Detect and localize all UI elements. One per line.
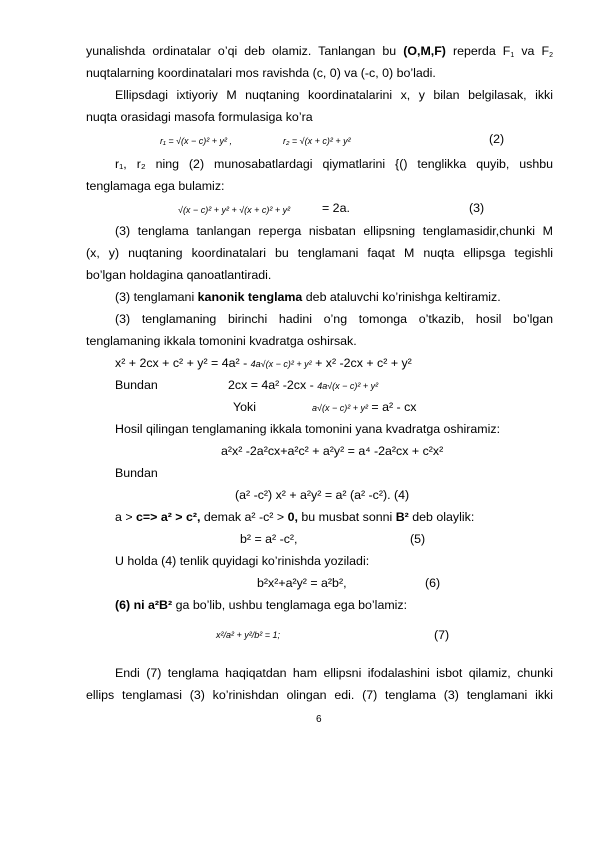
text-line-12	[115, 290, 501, 305]
line22-b: c=> a² > c²,	[136, 510, 201, 524]
equation-6: b²x²+a²y² = a²b²,	[257, 576, 347, 590]
text-line-yoki: Yoki	[233, 400, 256, 414]
equation-2-right: r₂ = √(x + c)² + y²	[283, 136, 351, 146]
line22-f: B²	[395, 510, 409, 524]
text-line-bundan-2: Bundan	[115, 466, 158, 480]
line15-b: + x² -2cx + c² + y²	[315, 356, 412, 370]
line1-sub1: 1	[510, 52, 515, 59]
text-line-18: Hosil qilingan tenglamaning ikkala tomonini yana kvadratga oshiramiz:	[115, 422, 501, 436]
line1-text: yunalishda ordinatalar o’qi deb olamiz. Tanlangan bu	[86, 44, 397, 58]
text-line-3: Ellipsdagi ixtiyoriy M nuqtaning koordinatalarini x, y bilan belgilasak, ikki	[115, 88, 553, 102]
line22-d: 0,	[287, 510, 298, 524]
text-line-11: bo’lgan holdagina qanoatlantiradi.	[86, 268, 272, 282]
equation-3-rhs: = 2a.	[322, 201, 350, 215]
equation-line-17	[312, 400, 417, 416]
line15-a: x² + 2cx + c² + y² = 4a² -	[115, 356, 248, 370]
text-line-26	[115, 598, 407, 613]
line17-radical: a√(x − c)² + y²	[312, 403, 368, 413]
text-line-29: ellips tenglamasi (3) ko’rinishdan olingan edi. (7) tenglama (3) tenglamani ikki	[86, 688, 553, 702]
equation-line-15	[115, 356, 412, 372]
text-line-6: r₁, r₂ ning (2) munosabatlardagi qiymatlarini {() tenglikka quyib, ushbu	[115, 157, 553, 171]
line17-b: = a² - cx	[371, 400, 417, 414]
text-line-22	[115, 510, 474, 525]
line15-radical: 4a√(x − c)² + y²	[250, 359, 312, 369]
text-line-14: tenglamaning ikkala tomonini kvadratga oshirsak.	[86, 334, 357, 348]
equation-line-19: a²x² -2a²cx+a²c² + a²y² = a⁴ -2a²cx + c²x²	[221, 444, 444, 458]
line26-b: ga bo’lib, ushbu tenglamaga ega bo’lamiz:	[175, 598, 408, 612]
equation-2-number: (2)	[489, 132, 505, 146]
kanonik-tenglama-term: kanonik tenglama	[197, 290, 303, 304]
equation-3-number: (3)	[469, 201, 485, 215]
equation-line-16	[228, 378, 378, 394]
text-line-24: U holda (4) tenlik quyidagi ko’rinishda yoziladi:	[115, 554, 370, 568]
text-line-bundan-1: Bundan	[115, 378, 158, 392]
line1-sub2: 2	[549, 52, 553, 59]
equation-5-number: (5)	[410, 532, 426, 546]
text-line-9: (3) tenglama tanlangan reperga nisbatan ellipsning tenglamasidir,chunki M	[115, 224, 553, 238]
text-line-28: Endi (7) tenglama haqiqatdan ham ellipsni ifodalashini isbot qilamiz, chunki	[115, 666, 553, 680]
line22-c: demak a² -c² >	[203, 510, 285, 524]
text-line-2: nuqtalarning koordinatalari mos ravishda (c, 0) va (-c, 0) bo’ladi.	[86, 66, 436, 80]
equation-6-number: (6)	[425, 576, 441, 590]
line16-b: 2cx = 4a² -2cx -	[228, 378, 314, 392]
equation-3-formula: √(x − c)² + y² + √(x + c)² + y²	[178, 205, 291, 215]
text-line-7: tenglamaga ega bulamiz:	[86, 179, 225, 193]
line1-va: va F	[521, 44, 550, 58]
text-line-1	[86, 44, 553, 59]
line1-reperda: reperda F	[453, 44, 511, 58]
equation-2-left: r₁ = √(x − c)² + y² ,	[160, 136, 233, 146]
text-line-10: (x, y) nuqtaning koordinatalari bu tenglamani faqat M nuqta ellipsga tegishli	[86, 246, 553, 260]
equation-7-number: (7)	[434, 628, 450, 642]
line26-a: (6) ni a²B²	[115, 598, 173, 612]
line22-a: a >	[115, 510, 133, 524]
line22-e: bu musbat sonni	[301, 510, 393, 524]
line12-c: deb ataluvchi ko’rinishga keltiramiz.	[305, 290, 501, 304]
line12-a: (3) tenglamani	[115, 290, 195, 304]
page-number: 6	[316, 714, 322, 725]
line22-g: deb olaylik:	[412, 510, 475, 524]
line16-radical: 4a√(x − c)² + y²	[317, 381, 379, 391]
text-line-4: nuqta orasidagi masofa formulasiga ko’ra	[86, 110, 313, 124]
line1-bold-reper: (O,M,F)	[403, 44, 446, 58]
equation-7-formula: x²/a² + y²/b² = 1;	[216, 630, 281, 640]
equation-5: b² = a² -c²,	[240, 532, 298, 546]
equation-4: (a² -c²) x² + a²y² = a² (a² -c²). (4)	[235, 488, 410, 502]
text-line-13: (3) tenglamaning birinchi hadini o’ng tomonga o’tkazib, hosil bo’lgan	[115, 312, 553, 326]
